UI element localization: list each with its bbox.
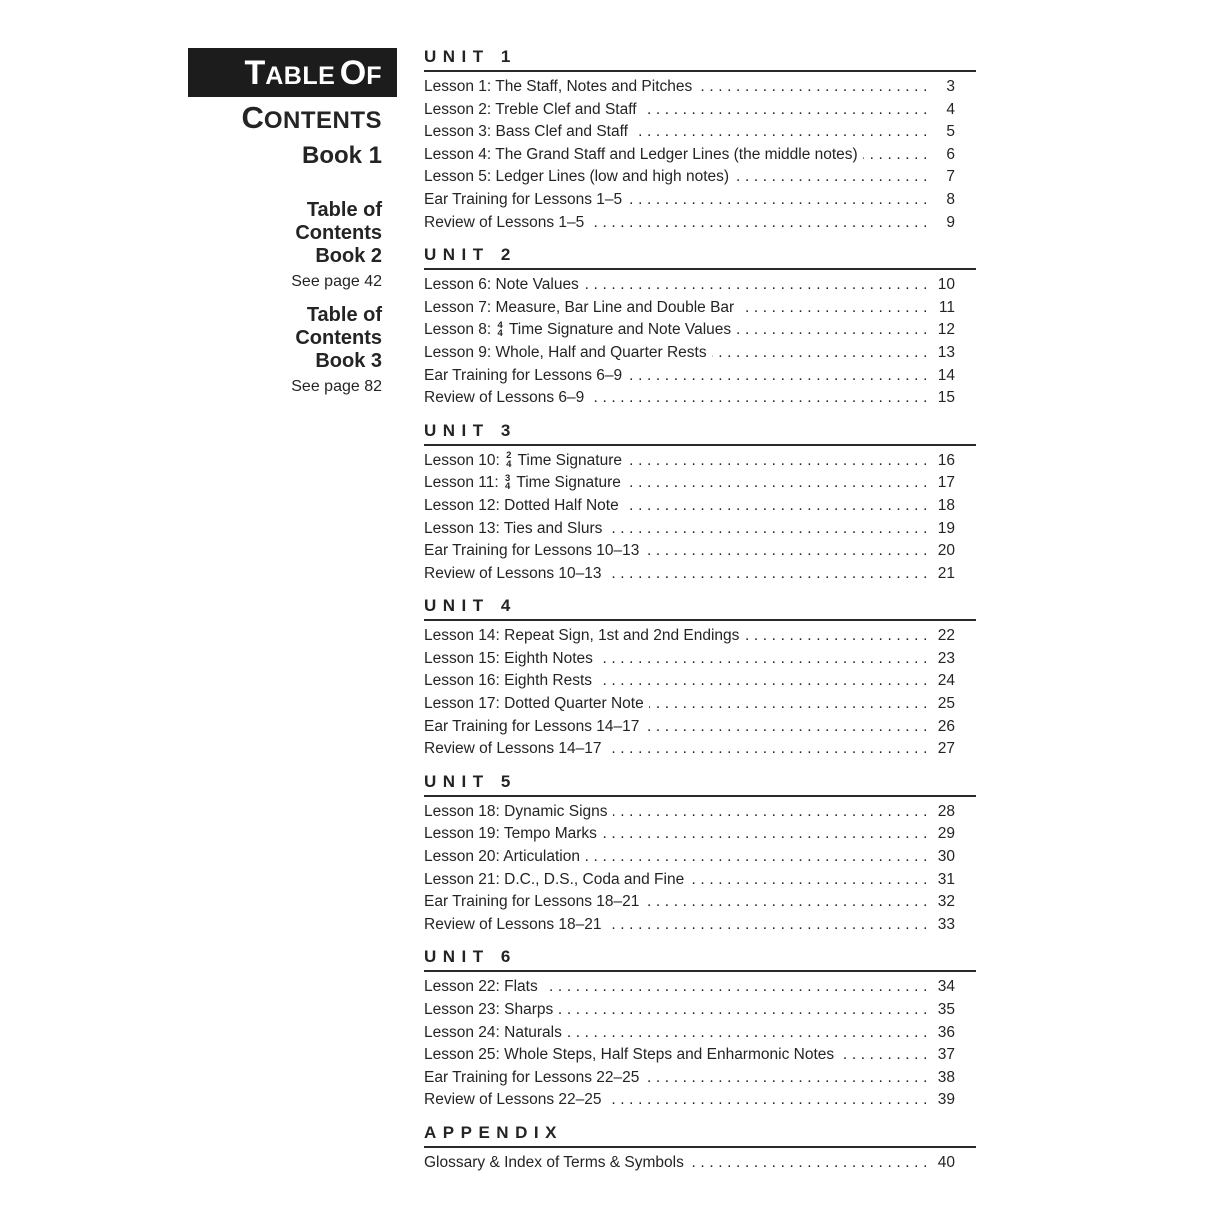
- toc-entry: [424, 1044, 976, 1067]
- toc-entry: [424, 495, 976, 518]
- entry-page-number: 23: [937, 649, 955, 667]
- crossref-line: Table of: [306, 304, 382, 326]
- entry-page-number: 20: [937, 542, 955, 560]
- section-heading: APPENDIX: [424, 1123, 976, 1148]
- entry-page-number: 29: [937, 825, 955, 843]
- toc-entry: [424, 144, 976, 167]
- crossref-line: Contents: [295, 327, 382, 349]
- toc-entry: [424, 387, 976, 410]
- entry-page-number: 33: [937, 915, 955, 933]
- toc-entry: [424, 670, 976, 693]
- entry-title: Lesson 11: 3 4 Time Signature: [424, 472, 621, 493]
- section-heading: UNIT 1: [424, 47, 976, 72]
- section-heading: UNIT 5: [424, 772, 976, 797]
- dot-leader: [739, 297, 932, 320]
- toc-entry: [424, 1152, 976, 1175]
- toc-entry: [424, 914, 976, 937]
- toc-entry: [424, 189, 976, 212]
- entry-page-number: 36: [937, 1023, 955, 1041]
- dot-leader: [627, 450, 932, 473]
- dot-leader: [627, 189, 932, 212]
- entry-page-number: 5: [946, 123, 955, 141]
- toc-entry: [424, 801, 976, 824]
- crossref-line: Book 3: [315, 350, 382, 372]
- entry-page-number: 35: [937, 1001, 955, 1018]
- entry-page-number: 25: [937, 695, 955, 713]
- toc-entry: [424, 823, 976, 846]
- entry-page-number: 9: [946, 213, 955, 231]
- fraction-denominator: 4: [506, 458, 512, 470]
- entry-title: Lesson 6: Note Values: [424, 276, 579, 294]
- entry-page-number: 6: [946, 145, 955, 163]
- entry-page-number: 24: [937, 672, 955, 690]
- toc-entry: [424, 342, 976, 365]
- toc-entry: [424, 212, 976, 235]
- entry-title: Ear Training for Lessons 6–9: [424, 366, 623, 384]
- entry-page-number: 11: [938, 298, 955, 316]
- dot-leader: [712, 342, 932, 365]
- toc-entry: [424, 450, 976, 473]
- toc-entry: [424, 1089, 976, 1112]
- dot-leader: [839, 1044, 932, 1067]
- entry-page-number: 18: [937, 496, 955, 514]
- entry-title: Review of Lessons 14–17: [424, 740, 602, 758]
- entry-page-number: 15: [937, 389, 955, 407]
- dot-leader: [607, 738, 932, 761]
- dot-leader: [689, 869, 932, 892]
- dot-leader: [589, 387, 932, 410]
- toc-entry: [424, 738, 976, 761]
- fraction-denominator: 4: [505, 481, 511, 493]
- dot-leader: [644, 1067, 932, 1090]
- toc-entry: [424, 648, 976, 671]
- dot-leader: [624, 495, 932, 518]
- book-label: Book 1: [301, 142, 382, 169]
- dot-leader: [589, 212, 932, 235]
- dot-leader: [863, 144, 932, 167]
- entry-page-number: 4: [946, 100, 955, 118]
- entry-page-number: 26: [937, 717, 955, 735]
- table-of-banner: [188, 48, 397, 97]
- toc-entry: [424, 121, 976, 144]
- entry-title: Review of Lessons 22–25: [424, 1091, 602, 1109]
- entry-page-number: 27: [937, 740, 955, 758]
- dot-leader: [607, 563, 932, 586]
- dot-leader: [567, 1022, 932, 1045]
- entry-title: Lesson 20: Articulation: [424, 848, 580, 866]
- dot-leader: [543, 976, 932, 999]
- dot-leader: [697, 76, 932, 99]
- entry-title: Lesson 9: Whole, Half and Quarter Rests: [424, 343, 707, 361]
- toc-entry: [424, 365, 976, 388]
- entry-title: Lesson 8: 4 4 Time Signature and Note Values: [424, 319, 732, 340]
- entry-title: Review of Lessons 18–21: [424, 915, 602, 933]
- entry-title: Lesson 23: Sharps: [424, 1001, 554, 1018]
- toc-entry: [424, 99, 976, 122]
- dot-leader: [627, 365, 932, 388]
- time-signature-fraction: [505, 472, 511, 493]
- toc-entry: [424, 563, 976, 586]
- toc-section: [424, 1123, 976, 1175]
- entry-title: Lesson 19: Tempo Marks: [424, 825, 597, 843]
- entry-page-number: 38: [937, 1068, 955, 1086]
- entry-page-number: 21: [937, 564, 955, 582]
- entry-title: Lesson 1: The Staff, Notes and Pitches: [424, 78, 693, 95]
- entry-title: Ear Training for Lessons 18–21: [424, 893, 640, 911]
- entry-page-number: 39: [937, 1091, 955, 1109]
- entry-title: Lesson 5: Ledger Lines (low and high notes): [424, 168, 730, 186]
- entry-page-number: 12: [937, 321, 955, 339]
- entry-page-number: 19: [937, 519, 955, 537]
- dot-leader: [584, 274, 932, 297]
- entry-page-number: 16: [937, 451, 955, 469]
- toc-entry: [424, 76, 976, 99]
- entry-page-number: 14: [937, 366, 955, 384]
- entry-title: Lesson 15: Eighth Notes: [424, 649, 593, 667]
- entry-page-number: 31: [937, 870, 955, 888]
- entry-title: Glossary & Index of Terms & Symbols: [424, 1153, 684, 1171]
- crossref-book2: [0, 199, 397, 291]
- entry-title: Lesson 14: Repeat Sign, 1st and 2nd Endings: [424, 627, 740, 645]
- entry-page-number: 34: [937, 978, 955, 996]
- entry-page-number: 32: [937, 893, 955, 911]
- toc-entry: [424, 625, 976, 648]
- entry-title: Lesson 24: Naturals: [424, 1023, 562, 1041]
- dot-leader: [644, 891, 932, 914]
- entry-title: Ear Training for Lessons 10–13: [424, 542, 640, 560]
- dot-leader: [607, 518, 932, 541]
- toc-entry: [424, 540, 976, 563]
- dot-leader: [585, 846, 932, 869]
- dot-leader: [642, 99, 932, 122]
- fraction-numerator: 2: [506, 450, 512, 462]
- entry-title: Lesson 2: Treble Clef and Staff: [424, 100, 637, 118]
- toc-section: [424, 245, 976, 410]
- dot-leader: [633, 121, 932, 144]
- fraction-numerator: 4: [497, 319, 503, 331]
- dot-leader: [744, 625, 932, 648]
- crossref-line: Book 2: [315, 245, 382, 267]
- entry-title: Lesson 10: 2 4 Time Signature: [424, 450, 623, 470]
- toc-section: [424, 596, 976, 761]
- entry-page-number: 13: [937, 343, 955, 361]
- entry-page-number: 8: [946, 190, 955, 208]
- entry-page-number: 40: [937, 1153, 955, 1171]
- entry-title: Lesson 17: Dotted Quarter Note: [424, 695, 644, 713]
- entry-title: Lesson 25: Whole Steps, Half Steps and Enharmonic Notes: [424, 1046, 835, 1064]
- dot-leader: [607, 1089, 932, 1112]
- section-heading: UNIT 4: [424, 596, 976, 621]
- dot-leader: [613, 801, 932, 824]
- entry-title: Lesson 3: Bass Clef and Staff: [424, 123, 628, 141]
- entry-title: Review of Lessons 10–13: [424, 564, 602, 582]
- entry-page-number: 37: [937, 1046, 955, 1064]
- toc-entry: [424, 297, 976, 320]
- toc-entry: [424, 999, 976, 1022]
- toc-entry: [424, 716, 976, 739]
- entry-title: Ear Training for Lessons 14–17: [424, 717, 640, 735]
- dot-leader: [734, 166, 932, 189]
- section-heading: UNIT 6: [424, 947, 976, 972]
- dot-leader: [736, 319, 932, 342]
- entry-title: Lesson 4: The Grand Staff and Ledger Lines (the middle notes): [424, 145, 858, 163]
- toc-entry: [424, 693, 976, 716]
- sidebar: [0, 48, 397, 396]
- entry-title: Lesson 21: D.C., D.S., Coda and Fine: [424, 870, 685, 888]
- contents-title: CONTENTS: [241, 100, 382, 135]
- dot-leader: [602, 823, 932, 846]
- entry-page-number: 10: [937, 276, 955, 294]
- dot-leader: [626, 472, 932, 495]
- entry-title: Lesson 16: Eighth Rests: [424, 672, 593, 690]
- toc-entry: [424, 891, 976, 914]
- banner-label: TABLE OF: [244, 53, 382, 92]
- toc-entry: [424, 274, 976, 297]
- dot-leader: [689, 1152, 932, 1175]
- toc-entry: [424, 319, 976, 342]
- dot-leader: [607, 914, 932, 937]
- toc-entry: [424, 472, 976, 495]
- toc-entry: [424, 1067, 976, 1090]
- crossref-line: Table of: [306, 199, 382, 221]
- entry-page-number: 3: [946, 78, 955, 95]
- entry-title: Lesson 18: Dynamic Signs: [424, 802, 608, 820]
- time-signature-fraction: [497, 319, 503, 340]
- crossref-line: Contents: [295, 222, 382, 244]
- entry-title: Lesson 12: Dotted Half Note: [424, 496, 619, 514]
- crossref-page-note: See page 82: [291, 378, 382, 395]
- entry-page-number: 22: [937, 627, 955, 645]
- crossref-book3: [0, 304, 397, 396]
- entry-page-number: 30: [937, 848, 955, 866]
- toc-entry: [424, 166, 976, 189]
- dot-leader: [597, 670, 932, 693]
- toc-section: [424, 421, 976, 586]
- section-heading: UNIT 3: [424, 421, 976, 446]
- entry-title: Review of Lessons 6–9: [424, 389, 585, 407]
- toc: [424, 47, 976, 1186]
- entry-title: Lesson 7: Measure, Bar Line and Double Bar: [424, 298, 735, 316]
- fraction-denominator: 4: [497, 328, 503, 340]
- toc-entry: [424, 976, 976, 999]
- toc-entry: [424, 1022, 976, 1045]
- entry-title: Review of Lessons 1–5: [424, 213, 585, 231]
- entry-title: Lesson 13: Ties and Slurs: [424, 519, 603, 537]
- entry-title: Lesson 22: Flats: [424, 978, 538, 996]
- toc-entry: [424, 518, 976, 541]
- dot-leader: [558, 999, 932, 1022]
- fraction-numerator: 3: [505, 472, 511, 484]
- toc-section: [424, 772, 976, 937]
- crossref-page-note: See page 42: [291, 273, 382, 290]
- entry-page-number: 17: [937, 474, 955, 492]
- dot-leader: [649, 693, 932, 716]
- toc-entry: [424, 846, 976, 869]
- entry-title: Ear Training for Lessons 1–5: [424, 190, 623, 208]
- toc-section: [424, 947, 976, 1112]
- entry-title: Ear Training for Lessons 22–25: [424, 1068, 640, 1086]
- dot-leader: [598, 648, 932, 671]
- time-signature-fraction: [506, 452, 511, 469]
- section-heading: UNIT 2: [424, 245, 976, 270]
- toc-section: [424, 47, 976, 234]
- dot-leader: [644, 540, 932, 563]
- toc-entry: [424, 869, 976, 892]
- entry-page-number: 28: [937, 802, 955, 820]
- dot-leader: [644, 716, 932, 739]
- entry-page-number: 7: [946, 168, 955, 186]
